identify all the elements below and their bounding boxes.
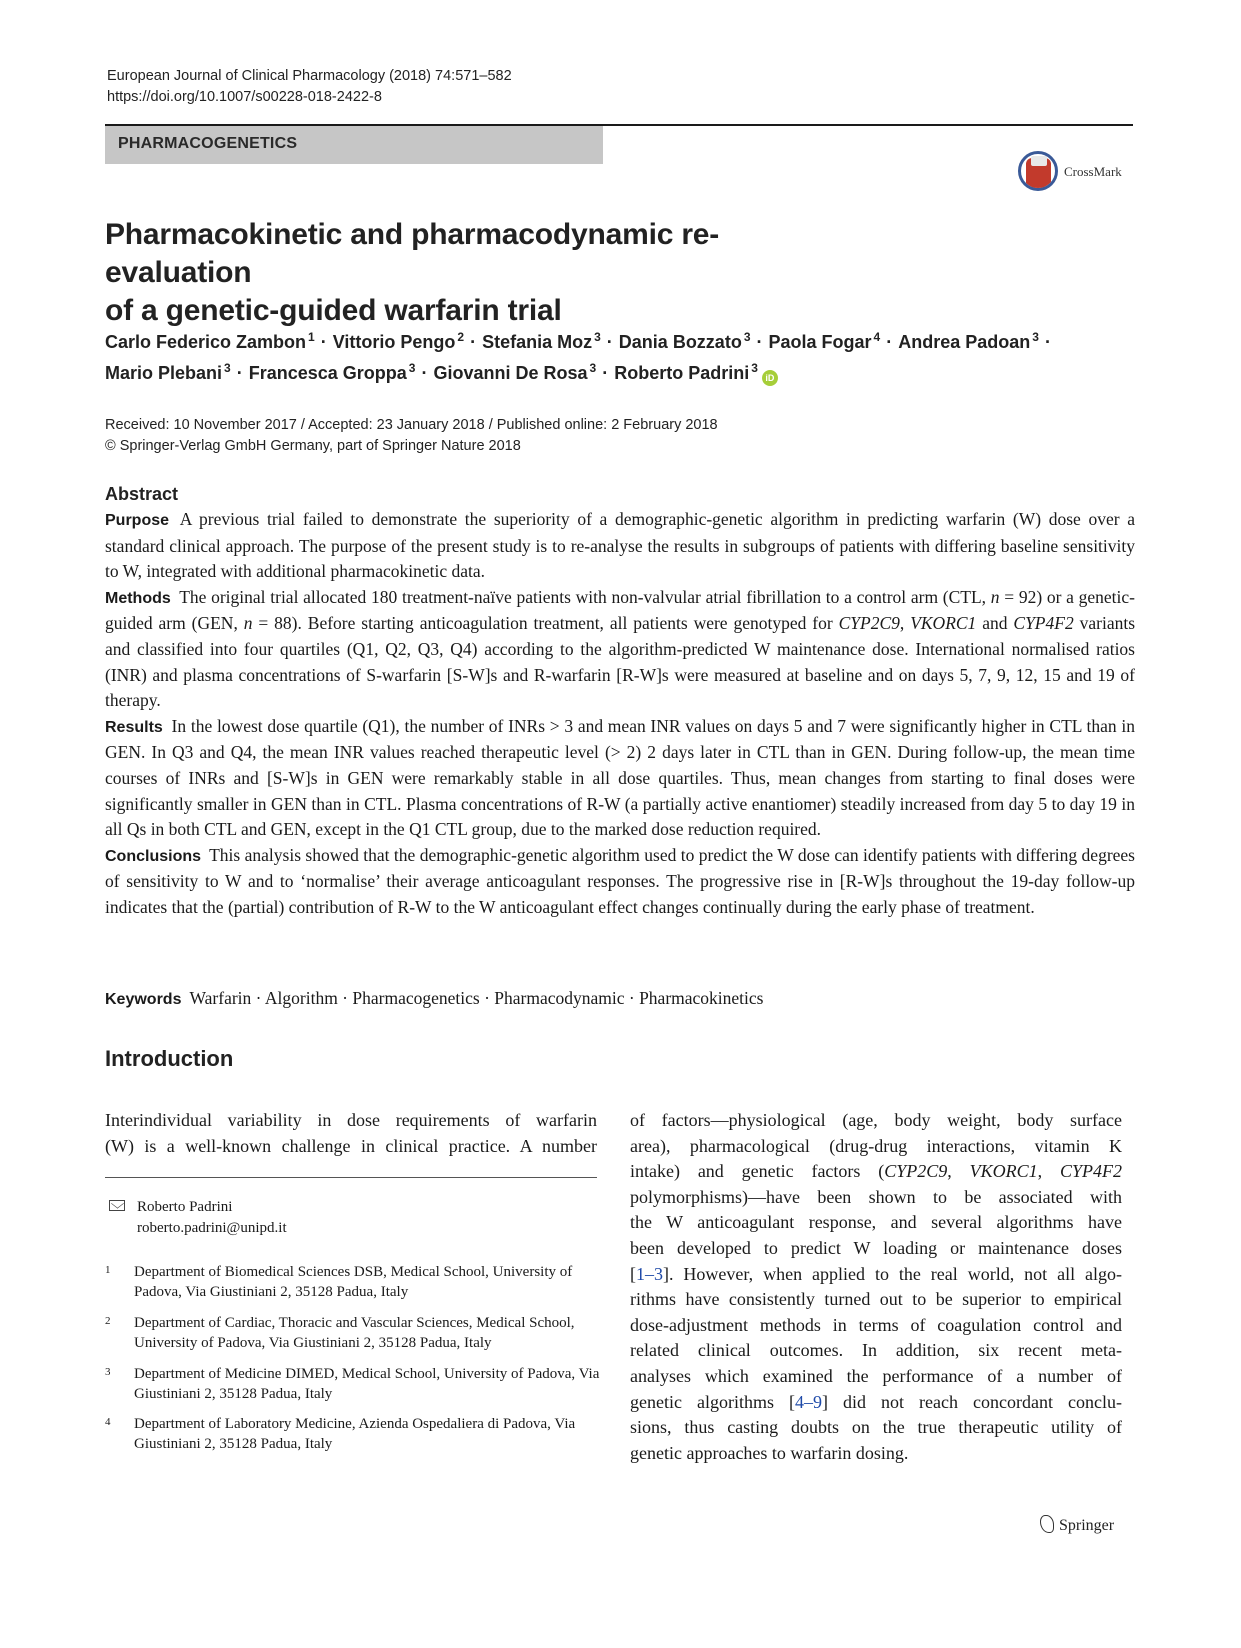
intro-left-column [105, 1108, 597, 1159]
intro-line: genetic approaches to warfarin dosing. [630, 1442, 909, 1463]
affiliation-number: 3 [105, 1366, 111, 1378]
conclusions-text: This analysis showed that the demographic-genetic algorithm used to predict the W dose can identify patients with differing degrees of sensitivity to W and to ‘normalise’ their average anticoagulant responses. The progressive rise in [R-W]s throughout the 19-day follow-up indicates that the (partial) contribution of R-W to the W anticoagulant effect changes continually during the early phase of treatment. [105, 844, 1135, 917]
envelope-icon [109, 1200, 125, 1211]
abstract-purpose [105, 507, 1135, 585]
journal-citation: European Journal of Clinical Pharmacology (2018) 74:571–582 [107, 68, 512, 84]
author-affiliation: 1 [308, 330, 315, 344]
intro-line [630, 1262, 1122, 1288]
author[interactable]: Giovanni De Rosa [433, 363, 588, 383]
gene-name: CYP4F2 [1060, 1161, 1123, 1182]
gene-name: CYP2C9 [884, 1161, 948, 1182]
title-line-2: of a genetic-guided warfarin trial [105, 294, 562, 327]
intro-text: , [947, 1161, 970, 1182]
author[interactable]: Paola Fogar [768, 332, 872, 352]
author-affiliation: 3 [224, 361, 231, 375]
affiliation-number: 4 [105, 1416, 111, 1428]
author-list [105, 324, 1135, 386]
intro-line: rithms have consistently turned out to be superior to empirical [630, 1289, 1122, 1310]
journal-header [107, 66, 512, 108]
section-band [105, 126, 603, 164]
intro-text: ] did not reach concordant conclu- [822, 1391, 1122, 1412]
author-affiliation: 3 [1032, 330, 1039, 344]
methods-text: and [976, 613, 1014, 634]
history-dates: Received: 10 November 2017 / Accepted: 23 January 2018 / Published online: 2 February 2018 [105, 417, 718, 433]
intro-text: ]. However, when applied to the real world, not all algo- [663, 1263, 1122, 1284]
intro-text: intake) and genetic factors ( [630, 1161, 885, 1182]
methods-text: The original trial allocated 180 treatment-naïve patients with non-valvular atrial fibrillation to a control arm (CTL, [179, 586, 991, 607]
keywords-label: Keywords [105, 991, 182, 1008]
intro-line: of factors—physiological (age, body weight, body surface [630, 1110, 1122, 1130]
copyright-line: © Springer-Verlag GmbH Germany, part of Springer Nature 2018 [105, 438, 521, 454]
doi-link[interactable]: https://doi.org/10.1007/s00228-018-2422-8 [107, 89, 382, 105]
springer-horse-icon [1040, 1515, 1054, 1533]
methods-label: Methods [105, 589, 171, 607]
crossmark-icon [1018, 151, 1058, 191]
gene-name: VKORC1 [969, 1161, 1038, 1182]
purpose-text: A previous trial failed to demonstrate the superiority of a demographic-genetic algorithm in predicting warfarin (W) dose over a standard clinical approach. The purpose of the present study is to re-analyse the results in subgroups of patients with differing baseline sensitivity to W, integrated with additional pharmacokinetic data. [105, 509, 1135, 582]
author[interactable]: Roberto Padrini [614, 363, 750, 383]
author-affiliation: 2 [457, 330, 465, 344]
crossmark-label: CrossMark [1064, 164, 1122, 179]
author-line-2: Mario Plebani $^3$ · Francesca Groppa $^3$ · Giovanni De Rosa $^3$ · Roberto Padrini $^3$iD [105, 355, 1135, 386]
intro-line: sions, thus casting doubts on the true therapeutic utility of [630, 1417, 1122, 1438]
purpose-label: Purpose [105, 512, 170, 529]
intro-line: related clinical outcomes. In addition, six recent meta- [630, 1340, 1122, 1361]
methods-n: n [243, 613, 253, 634]
methods-text: = 88). Before starting anticoagulation treatment, all patients were genotyped for [252, 613, 839, 634]
intro-line: dose-adjustment methods in terms of coagulation control and [630, 1314, 1122, 1335]
conclusions-label: Conclusions [105, 847, 202, 865]
abstract-methods [105, 585, 1135, 714]
article-title [105, 216, 865, 330]
reference-link[interactable]: 1–3 [636, 1263, 663, 1284]
intro-line: polymorphisms)—have been shown to be associated with [630, 1186, 1122, 1207]
footnote-rule [105, 1177, 597, 1178]
keywords-list: Warfarin · Algorithm · Pharmacogenetics · Pharmacodynamic · Pharmacokinetics [189, 988, 764, 1008]
section-label: PHARMACOGENETICS [118, 135, 298, 152]
affiliation-text: Department of Cardiac, Thoracic and Vascular Sciences, Medical School, University of Padova, Via Giustiniani 2, 35128 Padua, Italy [134, 1315, 575, 1351]
author[interactable]: Vittorio Pengo [332, 332, 456, 352]
results-text: In the lowest dose quartile (Q1), the number of INRs > 3 and mean INR values on days 5 and 7 were significantly higher in CTL than in GEN. In Q3 and Q4, the mean INR values reached therapeutic level (> 2) 2 days later in CTL than in GEN. During follow-up, the mean time courses of INRs and [S-W]s in GEN were remarkably stable in all dose quartiles. Thus, mean changes from starting to final doses were significantly smaller in GEN than in CTL. Plasma concentrations of R-W (a partially active enantiomer) steadily increased from day 5 to day 19 in all Qs in both CTL and GEN, except in the Q1 CTL group, due to the marked dose reduction required. [105, 715, 1136, 840]
author[interactable]: Dania Bozzato [618, 332, 742, 352]
abstract-conclusions [105, 843, 1135, 921]
intro-line [630, 1159, 1122, 1185]
methods-n: n [990, 586, 1000, 607]
author-affiliation: 3 [743, 330, 751, 344]
author-affiliation: 3 [408, 361, 416, 375]
author[interactable]: Francesca Groppa [248, 363, 407, 383]
intro-line: (W) is a well-known challenge in clinical practice. A number [105, 1135, 597, 1156]
affiliation-text: Department of Medicine DIMED, Medical School, University of Padova, Via Giustiniani 2, 35128 Padua, Italy [134, 1366, 600, 1402]
intro-line: analyses which examined the performance of a number of [630, 1365, 1122, 1386]
affiliation-text: Department of Biomedical Sciences DSB, Medical School, University of Padova, Via Giustiniani 2, 35128 Padua, Italy [134, 1264, 573, 1300]
intro-line: been developed to predict W loading or maintenance doses [630, 1237, 1122, 1258]
author-line-1: Carlo Federico Zambon $^1$ · Vittorio Pengo $^2$ · Stefania Moz $^3$ · Dania Bozzato $^3$ · Paola Fogar $^4$ · Andrea Padoan $^3$ · [105, 330, 1051, 352]
keywords [105, 985, 1135, 1013]
orcid-icon[interactable]: iD [762, 370, 778, 386]
author[interactable]: Stefania Moz [482, 332, 593, 352]
affiliation-number: 2 [105, 1315, 111, 1327]
intro-right-column [630, 1108, 1122, 1466]
intro-line: the W anticoagulant response, and several algorithms have [630, 1212, 1122, 1233]
author-affiliation: 4 [873, 330, 881, 344]
intro-line [630, 1390, 1122, 1416]
title-line-1: Pharmacokinetic and pharmacodynamic re-evaluation [105, 218, 720, 289]
reference-link[interactable]: 4–9 [795, 1391, 822, 1412]
abstract-results [105, 714, 1135, 843]
author[interactable]: Mario Plebani [105, 363, 223, 383]
intro-text: , [1037, 1161, 1060, 1182]
springer-logo [1040, 1515, 1114, 1535]
author-affiliation: 3 [751, 361, 758, 375]
methods-text: , [899, 613, 911, 634]
corresponding-name: Roberto Padrini [137, 1199, 233, 1215]
intro-line: Interindividual variability in dose requirements of warfarin [105, 1110, 597, 1130]
methods-text: variants and classified into four quartiles (Q1, Q2, Q3, Q4) according to the algorithm-predicted W maintenance dose. International normalised ratios (INR) and plasma concentrations of S-warfarin [S-W]s and R-warfarin [R-W]s were measured at baseline and on days 5, 7, 9, 12, 15 and 19 of therapy. [105, 613, 1136, 711]
affiliation-number: 1 [105, 1264, 111, 1276]
publisher-name: Springer [1059, 1517, 1115, 1534]
author-affiliation: 3 [594, 330, 601, 344]
gene-name: VKORC1 [910, 613, 977, 634]
abstract [105, 481, 1135, 921]
publication-dates [105, 415, 718, 457]
author-affiliation: 3 [589, 361, 597, 375]
gene-name: CYP4F2 [1013, 613, 1074, 634]
corresponding-email[interactable]: roberto.padrini@unipd.it [137, 1220, 287, 1236]
author[interactable]: Andrea Padoan [898, 332, 1031, 352]
methods-text: = 92) or a genetic-guided arm (GEN, [105, 586, 1135, 634]
results-label: Results [105, 718, 163, 736]
gene-name: CYP2C9 [838, 613, 900, 634]
intro-text: genetic algorithms [ [630, 1391, 795, 1412]
author[interactable]: Carlo Federico Zambon [105, 332, 307, 352]
intro-line: area), pharmacological (drug-drug interactions, vitamin K [630, 1135, 1122, 1156]
abstract-heading: Abstract [105, 484, 179, 504]
affiliation-text: Department of Laboratory Medicine, Azienda Ospedaliera di Padova, Via Giustiniani 2, 35128 Padua, Italy [134, 1416, 576, 1452]
crossmark-button[interactable] [1018, 151, 1136, 195]
intro-text: [ [630, 1263, 636, 1284]
introduction-heading: Introduction [105, 1046, 234, 1071]
